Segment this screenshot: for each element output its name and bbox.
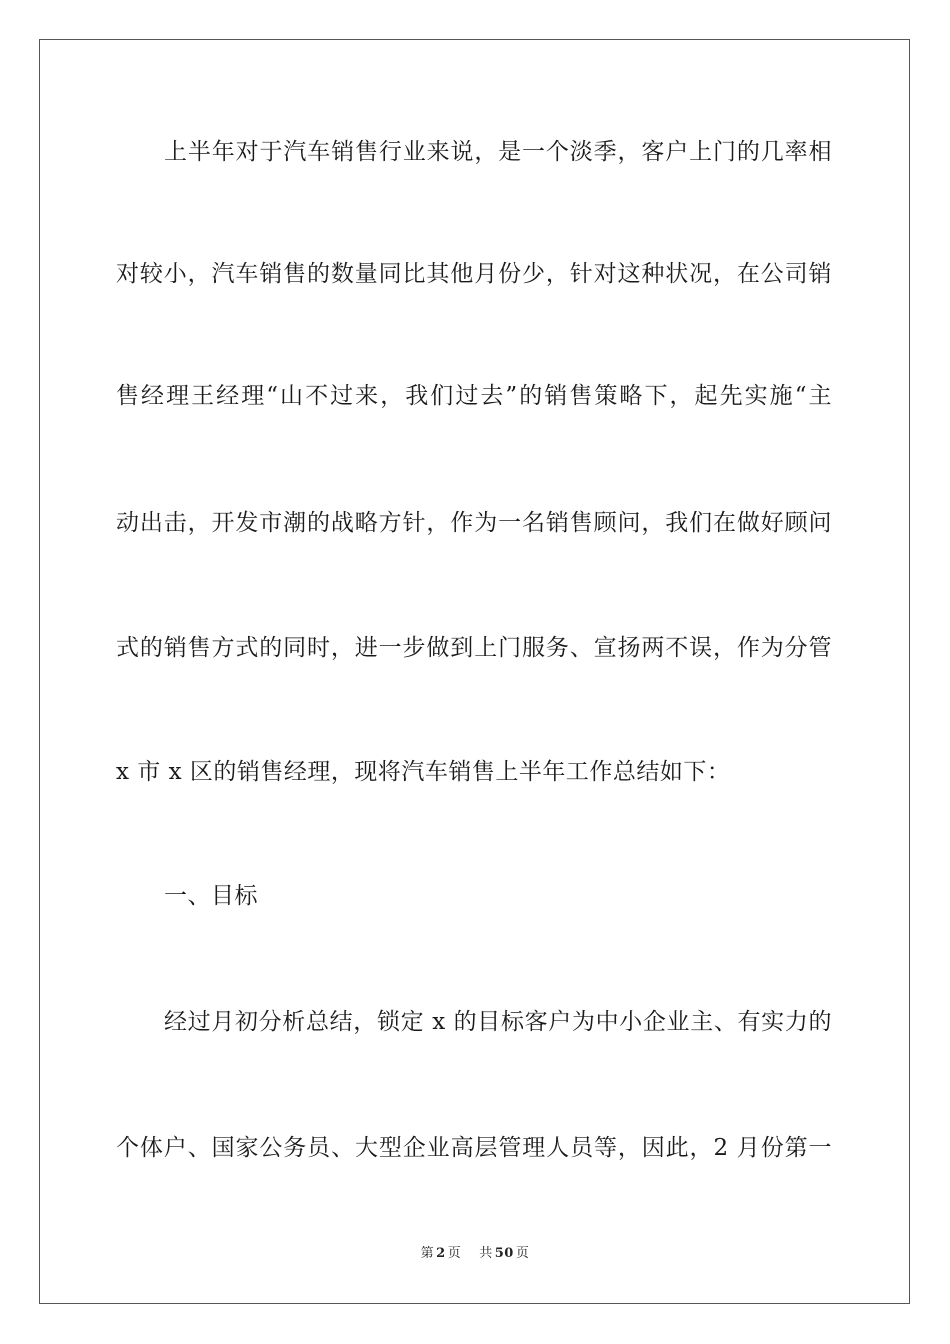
total-unit: 页: [515, 1246, 530, 1261]
page-border: [39, 39, 910, 1304]
paragraph-line: 上半年对于汽车销售行业来说，是一个淡季，客户上门的几率相: [164, 139, 832, 165]
paragraph-line: 个体户、国家公务员、大型企业高层管理人员等，因此，2 月份第一: [116, 1135, 832, 1161]
paragraph-line: x 市 x 区的销售经理，现将汽车销售上半年工作总结如下：: [116, 759, 731, 785]
page-total: 50: [494, 1246, 514, 1261]
section-heading: 一、目标: [164, 883, 258, 909]
total-prefix: 共: [479, 1246, 493, 1261]
paragraph-line: 售经理王经理“山不过来，我们过去”的销售策略下，起先实施“主: [116, 383, 832, 409]
paragraph-line: 对较小，汽车销售的数量同比其他月份少，针对这种状况，在公司销: [116, 261, 832, 287]
page-footer: [0, 1245, 950, 1263]
page-prefix: 第: [420, 1246, 435, 1261]
paragraph-line: 式的销售方式的同时，进一步做到上门服务、宣扬两不误，作为分管: [116, 635, 832, 661]
paragraph-line: 经过月初分析总结，锁定 x 的目标客户为中小企业主、有实力的: [164, 1009, 832, 1035]
page-unit: 页: [447, 1246, 462, 1261]
page-current: 2: [436, 1246, 446, 1261]
paragraph-line: 动出击，开发市潮的战略方针，作为一名销售顾问，我们在做好顾问: [116, 510, 832, 536]
